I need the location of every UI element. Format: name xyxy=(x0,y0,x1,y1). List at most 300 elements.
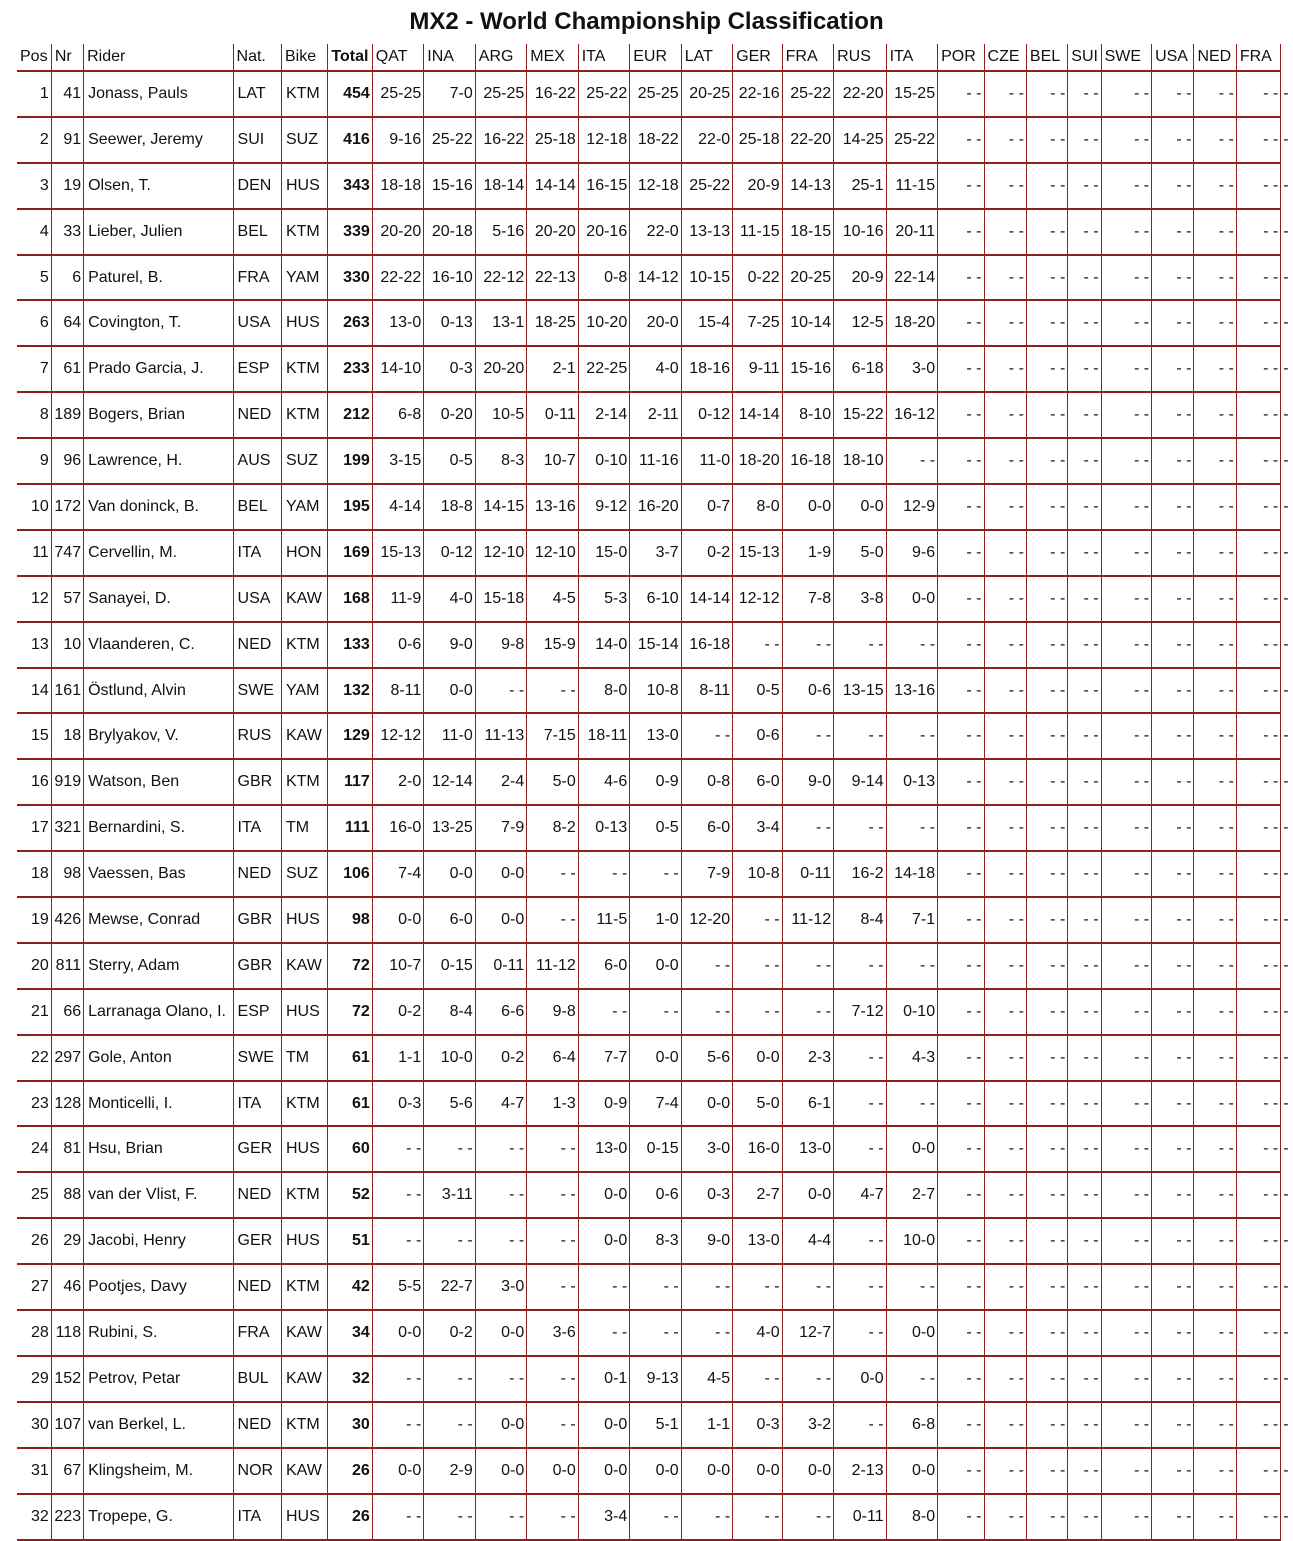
table-cell: - - xyxy=(938,1310,984,1356)
table-cell: HUS xyxy=(281,989,327,1035)
table-cell: 14-14 xyxy=(527,163,578,209)
table-cell: 3-0 xyxy=(886,346,937,392)
table-cell: - - xyxy=(1152,622,1194,668)
table-cell: - - xyxy=(1101,209,1151,255)
table-cell: 29 xyxy=(51,1218,83,1264)
table-cell: - - xyxy=(938,943,984,989)
table-cell: SUI xyxy=(233,117,281,163)
table-cell: 0-0 xyxy=(782,1172,833,1218)
table-cell: BEL xyxy=(233,484,281,530)
table-cell: ITA xyxy=(233,1494,281,1540)
table-cell: 161 xyxy=(51,668,83,714)
table-row xyxy=(17,897,1291,943)
table-cell: 13-15 xyxy=(834,668,886,714)
table-cell: 12-5 xyxy=(834,300,886,346)
table-cell: - - xyxy=(681,713,732,759)
table-cell: - - xyxy=(1101,622,1151,668)
table-cell: - - xyxy=(1236,622,1280,668)
table-cell: KTM xyxy=(281,209,327,255)
table-cell: 12-18 xyxy=(578,117,629,163)
column-header: MEX xyxy=(527,44,578,71)
table-cell: - - xyxy=(938,713,984,759)
table-cell: 20-9 xyxy=(733,163,782,209)
table-cell: - - xyxy=(733,1356,782,1402)
table-row xyxy=(17,668,1291,714)
table-cell: - - xyxy=(527,1218,578,1264)
table-cell: - - xyxy=(527,1126,578,1172)
table-cell: HUS xyxy=(281,1494,327,1540)
table-cell: 195 xyxy=(328,484,372,530)
table-cell: - - xyxy=(1194,438,1236,484)
table-row xyxy=(17,1494,1291,1540)
table-cell: 22-7 xyxy=(424,1264,475,1310)
table-row xyxy=(17,1172,1291,1218)
table-cell: KTM xyxy=(281,1264,327,1310)
table-cell: - - xyxy=(1026,989,1067,1035)
table-cell: 16-20 xyxy=(630,484,681,530)
table-cell: - - xyxy=(527,668,578,714)
table-cell: - - xyxy=(1068,1494,1101,1540)
table-cell: - - xyxy=(984,1402,1026,1448)
table-cell: 51 xyxy=(328,1218,372,1264)
table-cell: 0-0 xyxy=(886,1448,937,1494)
table-cell: - - xyxy=(1026,668,1067,714)
table-cell: - - xyxy=(1101,392,1151,438)
table-cell: - - xyxy=(938,209,984,255)
table-cell: 0-13 xyxy=(578,805,629,851)
table-cell: - - xyxy=(1068,1172,1101,1218)
table-cell: 11-5 xyxy=(578,897,629,943)
table-cell: - - xyxy=(1068,1310,1101,1356)
table-cell: - - xyxy=(578,1264,629,1310)
table-cell: 11-15 xyxy=(733,209,782,255)
table-cell: - - xyxy=(1026,943,1067,989)
table-cell: - - xyxy=(782,989,833,1035)
table-cell: 0-0 xyxy=(681,1448,732,1494)
table-row xyxy=(17,438,1291,484)
column-header: ITA xyxy=(578,44,629,71)
table-cell: - - xyxy=(1068,943,1101,989)
table-cell: 10-20 xyxy=(578,300,629,346)
table-cell: - - xyxy=(1194,989,1236,1035)
classification-table xyxy=(17,44,1291,1541)
table-cell: GER xyxy=(233,1126,281,1172)
table-cell: - - xyxy=(1194,209,1236,255)
table-cell: - - xyxy=(1194,943,1236,989)
table-cell: 18 xyxy=(51,713,83,759)
table-cell: - - xyxy=(1101,300,1151,346)
table-cell: SUZ xyxy=(281,438,327,484)
table-cell: - - xyxy=(1101,117,1151,163)
table-cell: - - xyxy=(1026,1402,1067,1448)
table-cell: - - xyxy=(1236,713,1280,759)
table-cell: - - xyxy=(1194,1264,1236,1310)
row-tail-mark: - xyxy=(1281,1310,1291,1356)
table-cell: 22-12 xyxy=(475,255,526,301)
table-cell: 0-0 xyxy=(886,1310,937,1356)
table-cell: 16-12 xyxy=(886,392,937,438)
table-cell: 25-1 xyxy=(834,163,886,209)
table-cell: 0-0 xyxy=(475,897,526,943)
table-cell: 15-9 xyxy=(527,622,578,668)
column-header: CZE xyxy=(984,44,1026,71)
table-cell: - - xyxy=(424,1218,475,1264)
table-cell: - - xyxy=(1194,713,1236,759)
table-cell: - - xyxy=(372,1218,423,1264)
row-tail-mark: - xyxy=(1281,300,1291,346)
table-cell: 8-0 xyxy=(886,1494,937,1540)
table-cell: - - xyxy=(938,1494,984,1540)
table-cell: 9-8 xyxy=(475,622,526,668)
table-cell: - - xyxy=(938,668,984,714)
table-cell: - - xyxy=(1026,713,1067,759)
table-cell: 22-22 xyxy=(372,255,423,301)
table-cell: 13-0 xyxy=(630,713,681,759)
table-cell: KTM xyxy=(281,759,327,805)
table-cell: 20-0 xyxy=(630,300,681,346)
table-cell: van Berkel, L. xyxy=(84,1402,233,1448)
table-cell: 22-20 xyxy=(834,71,886,117)
table-cell: 20-9 xyxy=(834,255,886,301)
table-cell: 4-14 xyxy=(372,484,423,530)
row-tail-mark: - xyxy=(1281,117,1291,163)
table-cell: 10-14 xyxy=(782,300,833,346)
table-row xyxy=(17,943,1291,989)
table-cell: 10-0 xyxy=(424,1035,475,1081)
table-cell: - - xyxy=(1152,668,1194,714)
table-cell: Cervellin, M. xyxy=(84,530,233,576)
table-cell: 27 xyxy=(17,1264,51,1310)
table-row xyxy=(17,71,1291,117)
table-cell: Van doninck, B. xyxy=(84,484,233,530)
table-cell: - - xyxy=(984,1081,1026,1127)
table-cell: 20-20 xyxy=(372,209,423,255)
table-cell: 0-8 xyxy=(578,255,629,301)
table-cell: 0-2 xyxy=(681,530,732,576)
table-cell: - - xyxy=(1152,1081,1194,1127)
table-row xyxy=(17,1448,1291,1494)
column-header: FRA xyxy=(1236,44,1280,71)
table-row xyxy=(17,1356,1291,1402)
table-cell: 5-0 xyxy=(834,530,886,576)
table-cell: 14-12 xyxy=(630,255,681,301)
table-cell: - - xyxy=(1152,759,1194,805)
table-cell: - - xyxy=(886,805,937,851)
table-cell: - - xyxy=(1236,989,1280,1035)
table-cell: 0-1 xyxy=(578,1356,629,1402)
table-row xyxy=(17,576,1291,622)
table-cell: 2-7 xyxy=(733,1172,782,1218)
table-cell: 20-16 xyxy=(578,209,629,255)
table-cell: - - xyxy=(984,989,1026,1035)
table-cell: - - xyxy=(372,1402,423,1448)
table-cell: 15-4 xyxy=(681,300,732,346)
table-cell: - - xyxy=(1101,989,1151,1035)
table-cell: 13-1 xyxy=(475,300,526,346)
table-cell: - - xyxy=(984,117,1026,163)
table-cell: 8-3 xyxy=(630,1218,681,1264)
table-cell: Sterry, Adam xyxy=(84,943,233,989)
row-tail-mark: - xyxy=(1281,438,1291,484)
table-cell: Jonass, Pauls xyxy=(84,71,233,117)
table-cell: - - xyxy=(1068,1448,1101,1494)
table-cell: 15-0 xyxy=(578,530,629,576)
table-cell: - - xyxy=(1152,851,1194,897)
table-cell: - - xyxy=(1194,300,1236,346)
table-cell: 6-4 xyxy=(527,1035,578,1081)
table-cell: Gole, Anton xyxy=(84,1035,233,1081)
table-cell: Tropepe, G. xyxy=(84,1494,233,1540)
table-cell: 18-20 xyxy=(733,438,782,484)
table-cell: 25-25 xyxy=(372,71,423,117)
table-cell: - - xyxy=(1236,255,1280,301)
table-cell: 11-15 xyxy=(886,163,937,209)
table-cell: - - xyxy=(372,1172,423,1218)
table-cell: - - xyxy=(938,989,984,1035)
row-tail-mark: - xyxy=(1281,943,1291,989)
table-cell: - - xyxy=(1068,805,1101,851)
table-cell: - - xyxy=(1101,1081,1151,1127)
table-cell: - - xyxy=(1101,1402,1151,1448)
table-cell: 20-20 xyxy=(527,209,578,255)
column-header: ITA xyxy=(886,44,937,71)
table-cell: - - xyxy=(630,1264,681,1310)
table-row xyxy=(17,163,1291,209)
table-cell: - - xyxy=(630,1310,681,1356)
table-cell: YAM xyxy=(281,255,327,301)
table-row xyxy=(17,530,1291,576)
table-cell: 1 xyxy=(17,71,51,117)
table-cell: 2-11 xyxy=(630,392,681,438)
table-cell: 3-4 xyxy=(733,805,782,851)
table-cell: 8 xyxy=(17,392,51,438)
table-cell: 4-5 xyxy=(527,576,578,622)
table-cell: - - xyxy=(1194,255,1236,301)
table-cell: - - xyxy=(834,713,886,759)
table-cell: 67 xyxy=(51,1448,83,1494)
table-cell: 811 xyxy=(51,943,83,989)
table-cell: - - xyxy=(1101,255,1151,301)
table-cell: 0-5 xyxy=(733,668,782,714)
table-cell: - - xyxy=(1152,897,1194,943)
table-cell: ESP xyxy=(233,346,281,392)
table-cell: - - xyxy=(886,1081,937,1127)
table-cell: GBR xyxy=(233,943,281,989)
table-cell: GBR xyxy=(233,897,281,943)
table-cell: 0-2 xyxy=(372,989,423,1035)
table-cell: - - xyxy=(834,1310,886,1356)
table-cell: 5-16 xyxy=(475,209,526,255)
table-row xyxy=(17,392,1291,438)
table-cell: 0-0 xyxy=(681,1081,732,1127)
table-cell: - - xyxy=(1101,346,1151,392)
table-cell: - - xyxy=(1236,484,1280,530)
table-cell: 133 xyxy=(328,622,372,668)
table-cell: 0-12 xyxy=(424,530,475,576)
table-cell: BUL xyxy=(233,1356,281,1402)
table-cell: - - xyxy=(578,851,629,897)
table-cell: - - xyxy=(733,1264,782,1310)
table-cell: 8-4 xyxy=(424,989,475,1035)
table-cell: HUS xyxy=(281,163,327,209)
table-cell: 1-1 xyxy=(372,1035,423,1081)
table-row xyxy=(17,622,1291,668)
table-cell: SUZ xyxy=(281,851,327,897)
row-tail-mark: - xyxy=(1281,668,1291,714)
table-cell: HUS xyxy=(281,897,327,943)
table-cell: SWE xyxy=(233,668,281,714)
table-cell: - - xyxy=(1026,163,1067,209)
table-cell: - - xyxy=(886,622,937,668)
table-cell: 8-11 xyxy=(681,668,732,714)
table-cell: 223 xyxy=(51,1494,83,1540)
table-cell: - - xyxy=(1026,530,1067,576)
table-cell: - - xyxy=(1101,530,1151,576)
table-cell: - - xyxy=(1068,759,1101,805)
column-header: NED xyxy=(1194,44,1236,71)
table-cell: - - xyxy=(834,622,886,668)
table-cell: 9-13 xyxy=(630,1356,681,1402)
table-cell: USA xyxy=(233,576,281,622)
table-cell: 0-0 xyxy=(424,668,475,714)
row-tail-mark: - xyxy=(1281,1448,1291,1494)
table-cell: 25-22 xyxy=(681,163,732,209)
table-cell: - - xyxy=(1194,392,1236,438)
table-cell: 7-8 xyxy=(782,576,833,622)
table-cell: 25-18 xyxy=(527,117,578,163)
table-cell: - - xyxy=(1026,484,1067,530)
table-cell: - - xyxy=(1068,117,1101,163)
table-cell: Covington, T. xyxy=(84,300,233,346)
table-cell: - - xyxy=(372,1494,423,1540)
table-cell: 0-11 xyxy=(782,851,833,897)
table-cell: - - xyxy=(1236,897,1280,943)
table-cell: 111 xyxy=(328,805,372,851)
table-cell: 0-0 xyxy=(578,1172,629,1218)
table-cell: - - xyxy=(1026,1035,1067,1081)
table-cell: - - xyxy=(938,851,984,897)
table-cell: 3-0 xyxy=(681,1126,732,1172)
table-cell: van der Vlist, F. xyxy=(84,1172,233,1218)
table-cell: 18-11 xyxy=(578,713,629,759)
table-cell: 0-15 xyxy=(424,943,475,989)
column-header: SWE xyxy=(1101,44,1151,71)
table-cell: 9-11 xyxy=(733,346,782,392)
table-cell: 4-3 xyxy=(886,1035,937,1081)
table-cell: 57 xyxy=(51,576,83,622)
table-cell: HUS xyxy=(281,1126,327,1172)
table-row xyxy=(17,300,1291,346)
table-cell: - - xyxy=(1026,1448,1067,1494)
table-cell: - - xyxy=(984,1218,1026,1264)
table-cell: - - xyxy=(1152,1264,1194,1310)
table-cell: - - xyxy=(424,1494,475,1540)
table-cell: 22-16 xyxy=(733,71,782,117)
table-cell: - - xyxy=(1194,1035,1236,1081)
table-row xyxy=(17,989,1291,1035)
table-cell: 13-16 xyxy=(886,668,937,714)
table-cell: 5-6 xyxy=(681,1035,732,1081)
table-row xyxy=(17,346,1291,392)
table-cell: 5-0 xyxy=(733,1081,782,1127)
table-cell: NED xyxy=(233,1264,281,1310)
table-cell: - - xyxy=(424,1356,475,1402)
table-cell: - - xyxy=(527,851,578,897)
table-cell: 14-14 xyxy=(681,576,732,622)
table-cell: 2-14 xyxy=(578,392,629,438)
table-cell: 26 xyxy=(328,1494,372,1540)
table-cell: - - xyxy=(475,1494,526,1540)
table-cell: 0-0 xyxy=(578,1448,629,1494)
row-tail-mark: - xyxy=(1281,1494,1291,1540)
table-cell: BEL xyxy=(233,209,281,255)
table-cell: 22 xyxy=(17,1035,51,1081)
table-cell: - - xyxy=(1068,209,1101,255)
table-cell: Lawrence, H. xyxy=(84,438,233,484)
table-cell: - - xyxy=(630,989,681,1035)
table-cell: 199 xyxy=(328,438,372,484)
table-cell: GER xyxy=(233,1218,281,1264)
table-cell: 0-10 xyxy=(886,989,937,1035)
table-cell: - - xyxy=(938,1448,984,1494)
table-cell: - - xyxy=(886,713,937,759)
table-cell: ITA xyxy=(233,805,281,851)
table-cell: 16-22 xyxy=(527,71,578,117)
table-cell: 22-14 xyxy=(886,255,937,301)
table-cell: - - xyxy=(1152,1172,1194,1218)
table-cell: 152 xyxy=(51,1356,83,1402)
table-cell: 11-13 xyxy=(475,713,526,759)
table-cell: - - xyxy=(782,805,833,851)
table-cell: 7-9 xyxy=(681,851,732,897)
table-cell: 1-3 xyxy=(527,1081,578,1127)
table-row xyxy=(17,759,1291,805)
table-cell: 0-0 xyxy=(578,1218,629,1264)
table-cell: 14-10 xyxy=(372,346,423,392)
table-cell: 32 xyxy=(328,1356,372,1402)
table-cell: 17 xyxy=(17,805,51,851)
table-cell: 10-8 xyxy=(733,851,782,897)
table-cell: - - xyxy=(1236,851,1280,897)
table-cell: Bogers, Brian xyxy=(84,392,233,438)
table-cell: 128 xyxy=(51,1081,83,1127)
table-cell: - - xyxy=(1026,1172,1067,1218)
table-cell: Mewse, Conrad xyxy=(84,897,233,943)
table-row xyxy=(17,1126,1291,1172)
table-cell: - - xyxy=(1236,163,1280,209)
table-cell: 11-12 xyxy=(782,897,833,943)
table-cell: 0-2 xyxy=(475,1035,526,1081)
table-cell: - - xyxy=(1026,346,1067,392)
table-cell: 5-1 xyxy=(630,1402,681,1448)
table-cell: - - xyxy=(984,576,1026,622)
table-cell: 426 xyxy=(51,897,83,943)
table-cell: - - xyxy=(1101,1035,1151,1081)
table-cell: - - xyxy=(1026,209,1067,255)
table-cell: - - xyxy=(733,622,782,668)
column-header: Nat. xyxy=(233,44,281,71)
table-cell: - - xyxy=(1194,1081,1236,1127)
table-cell: - - xyxy=(1068,530,1101,576)
table-cell: - - xyxy=(938,1264,984,1310)
table-cell: 3-7 xyxy=(630,530,681,576)
table-cell: 26 xyxy=(328,1448,372,1494)
table-cell: - - xyxy=(1101,668,1151,714)
table-cell: 61 xyxy=(328,1081,372,1127)
table-cell: - - xyxy=(1194,1126,1236,1172)
table-cell: - - xyxy=(1194,163,1236,209)
table-cell: - - xyxy=(1152,71,1194,117)
